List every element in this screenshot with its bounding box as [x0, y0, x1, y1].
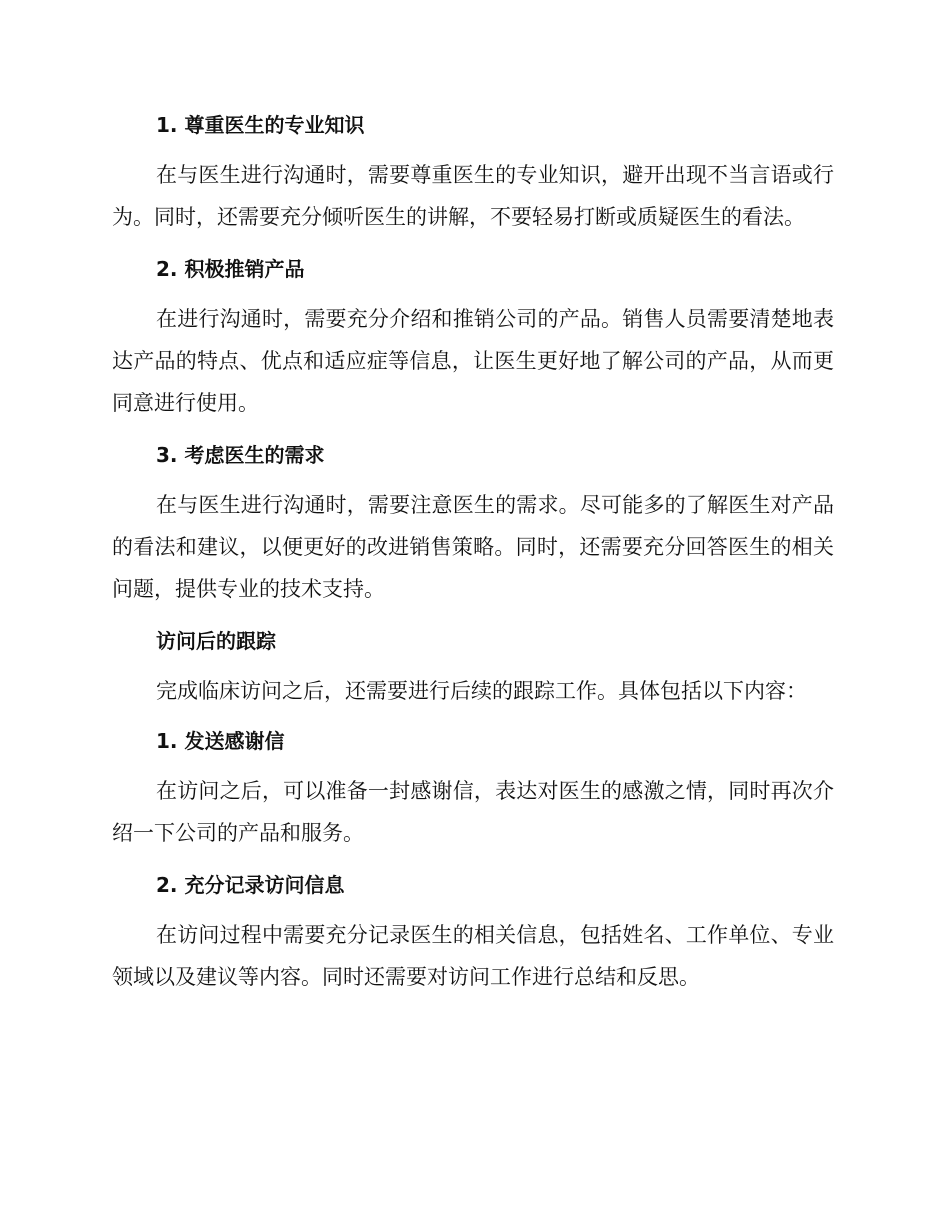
- section-heading-promote-products: 2. 积极推销产品: [156, 257, 305, 281]
- section-heading-record-visit-info: 2. 充分记录访问信息: [156, 873, 345, 897]
- section-paragraph-promote-products: 在进行沟通时，需要充分介绍和推销公司的产品。销售人员需要清楚地表达产品的特点、优点和适应症等信息，让医生更好地了解公司的产品，从而更同意进行使用。: [112, 307, 834, 415]
- section-paragraph-thank-you-letter: 在访问之后，可以准备一封感谢信，表达对医生的感激之情，同时再次介绍一下公司的产品和服务。: [112, 779, 834, 845]
- section-paragraph-follow-up: 完成临床访问之后，还需要进行后续的跟踪工作。具体包括以下内容：: [156, 679, 807, 703]
- section-paragraph-doctor-needs: 在与医生进行沟通时，需要注意医生的需求。尽可能多的了解医生对产品的看法和建议，以便更好的改进销售策略。同时，还需要充分回答医生的相关问题，提供专业的技术支持。: [112, 493, 834, 601]
- section-heading-doctor-needs: 3. 考虑医生的需求: [156, 443, 325, 467]
- section-paragraph-record-visit-info: 在访问过程中需要充分记录医生的相关信息，包括姓名、工作单位、专业领域以及建议等内容。同时还需要对访问工作进行总结和反思。: [112, 923, 834, 989]
- document-page: [112, 104, 834, 1008]
- section-heading-respect-expertise: 1. 尊重医生的专业知识: [156, 113, 365, 137]
- section-paragraph-respect-expertise: 在与医生进行沟通时，需要尊重医生的专业知识，避开出现不当言语或行为。同时，还需要充分倾听医生的讲解，不要轻易打断或质疑医生的看法。: [112, 163, 834, 229]
- section-heading-thank-you-letter: 1. 发送感谢信: [156, 729, 285, 753]
- section-heading-follow-up: 访问后的跟踪: [156, 629, 276, 653]
